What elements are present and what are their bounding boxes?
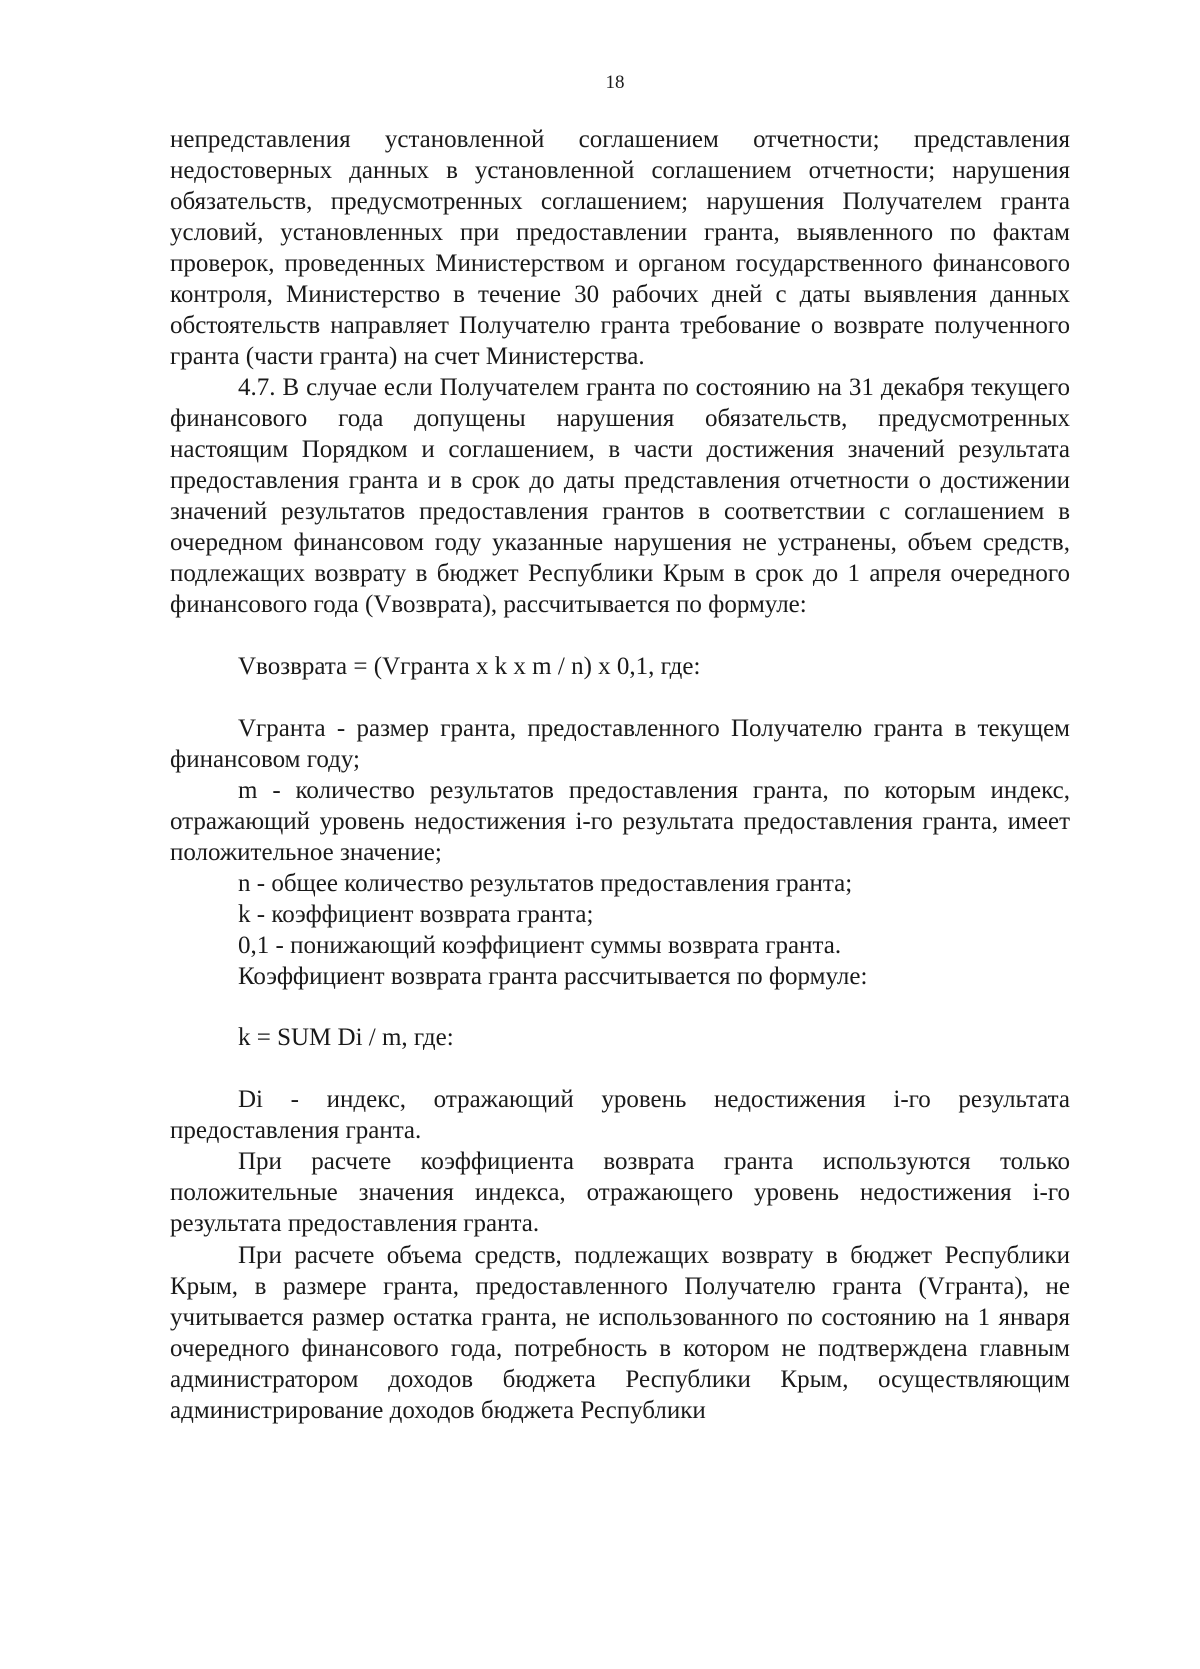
definition-k: k - коэффициент возврата гранта;	[238, 901, 594, 928]
paragraph-continuation: непредставления установленной соглашением отчетности; представления недостоверных данных в установленной соглашением отчетности; нарушения обязательств, предусмотренных соглашением; нарушения Получателем гранта условий, установленных при предоставлении гранта, выявленного по фактам проверок, проведенных Министерством и органом государственного финансового контроля, Министерство в течение 30 рабочих дней с даты выявления данных обстоятельств направляет Получателю гранта требование о возврате полученного гранта (части гранта) на счет Министерства.	[170, 126, 1070, 370]
formula-v-return: Vвозврата = (Vгранта x k x m / n) x 0,1, где:	[238, 653, 701, 680]
document-body	[170, 124, 1070, 1426]
spacer	[170, 682, 1070, 713]
paragraph-positive-values: При расчете коэффициента возврата гранта используются только положительные значения индекса, отражающего уровень недостижения i-го результата предоставления гранта.	[170, 1148, 1070, 1237]
coefficient-intro: Коэффициент возврата гранта рассчитывается по формуле:	[238, 963, 868, 990]
spacer	[170, 620, 1070, 651]
definition-coefficient-0-1: 0,1 - понижающий коэффициент суммы возврата гранта.	[238, 932, 842, 959]
spacer	[170, 1053, 1070, 1084]
paragraph-unused-balance: При расчете объема средств, подлежащих возврату в бюджет Республики Крым, в размере гранта, предоставленного Получателю гранта (Vгранта), не учитывается размер остатка гранта, не использованного по состоянию на 1 января очередного финансового года, потребность в котором не подтверждена главным администратором доходов бюджета Республики Крым, осуществляющим администрирование доходов бюджета Республики	[170, 1242, 1070, 1424]
paragraph-4-7: 4.7. В случае если Получателем гранта по состоянию на 31 декабря текущего финансового года допущены нарушения обязательств, предусмотренных настоящим Порядком и соглашением, в части достижения значений результата предоставления гранта и в срок до даты представления отчетности о достижении значений результатов предоставления грантов в соответствии с соглашением в очередном финансовом году указанные нарушения не устранены, объем средств, подлежащих возврату в бюджет Республики Крым в срок до 1 апреля очередного финансового года (Vвозврата), рассчитывается по формуле:	[170, 374, 1070, 618]
spacer	[170, 992, 1070, 1022]
definition-m: m - количество результатов предоставления гранта, по которым индекс, отражающий уровень недостижения i-го результата предоставления гранта, имеет положительное значение;	[170, 777, 1070, 866]
definition-di: Di - индекс, отражающий уровень недостижения i-го результата предоставления гранта.	[170, 1086, 1070, 1144]
definition-v-grant: Vгранта - размер гранта, предоставленного Получателю гранта в текущем финансовом году;	[170, 715, 1070, 773]
page-number: 18	[605, 72, 625, 93]
formula-k: k = SUM Di / m, где:	[238, 1024, 454, 1051]
definition-n: n - общее количество результатов предоставления гранта;	[238, 870, 853, 897]
